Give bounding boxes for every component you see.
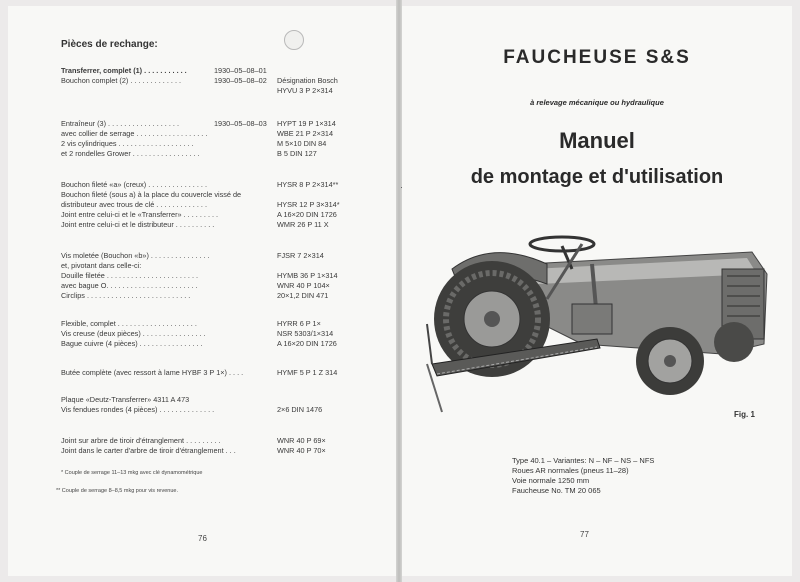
part-reference: WNR 40 P 69× bbox=[277, 436, 326, 445]
part-reference: A 16×20 DIN 1726 bbox=[277, 210, 337, 219]
part-label: Flexible, complet . . . . . . . . . . . . . . . . . . . . bbox=[61, 319, 197, 328]
part-label: avec collier de serrage . . . . . . . . . . . . . . . . . . bbox=[61, 129, 208, 138]
manual-title: Manuel bbox=[559, 128, 635, 153]
part-reference: WNR 40 P 70× bbox=[277, 446, 326, 455]
page-number-right: 77 bbox=[580, 530, 589, 539]
part-label: Butée complète (avec ressort à lame HYBF 3 P 1×) . . . . bbox=[61, 368, 244, 377]
spec-rear-wheels: Roues AR normales (pneus 11–28) bbox=[512, 466, 629, 475]
part-reference: HYVU 3 P 2×314 bbox=[277, 86, 333, 95]
part-label: 2 vis cylindriques . . . . . . . . . . . . . . . . . . . bbox=[61, 139, 194, 148]
part-label: et 2 rondelles Grower . . . . . . . . . . . . . . . . . bbox=[61, 149, 200, 158]
part-label: Vis creuse (deux pièces) . . . . . . . . . . . . . . . . bbox=[61, 329, 206, 338]
part-reference: M 5×10 DIN 84 bbox=[277, 139, 327, 148]
part-label: avec bague O. . . . . . . . . . . . . . . . . . . . . . . bbox=[61, 281, 198, 290]
part-label: Bague cuivre (4 pièces) . . . . . . . . . . . . . . . . bbox=[61, 339, 203, 348]
part-reference: WNR 40 P 104× bbox=[277, 281, 330, 290]
punch-hole bbox=[284, 30, 304, 50]
part-number: 1930–05–08–01 bbox=[214, 66, 267, 75]
part-reference: HYPT 19 P 1×314 bbox=[277, 119, 336, 128]
part-number: 1930–05–08–03 bbox=[214, 119, 267, 128]
part-reference: FJSR 7 2×314 bbox=[277, 251, 324, 260]
spec-track: Voie normale 1250 mm bbox=[512, 476, 590, 485]
part-reference: HYSR 12 P 3×314* bbox=[277, 200, 340, 209]
part-label: Bouchon fileté «a» (creux) . . . . . . . . . . . . . . . bbox=[61, 180, 207, 189]
part-label: Douille filetée . . . . . . . . . . . . . . . . . . . . . . . bbox=[61, 271, 199, 280]
left-page bbox=[8, 6, 396, 576]
part-reference: HYMB 36 P 1×314 bbox=[277, 271, 338, 280]
spec-mower-number: Faucheuse No. TM 20 065 bbox=[512, 486, 601, 495]
spec-type: Type 40.1 – Variantes: N – NF – NS – NFS bbox=[512, 456, 655, 465]
spare-parts-heading: Pièces de rechange: bbox=[61, 39, 158, 50]
part-reference: 20×1,2 DIN 471 bbox=[277, 291, 329, 300]
right-page bbox=[402, 6, 792, 576]
part-label: et, pivotant dans celle-ci: bbox=[61, 261, 142, 270]
part-label: Bouchon fileté (sous a) à la place du couvercle vissé de bbox=[61, 190, 242, 199]
figure-label: Fig. 1 bbox=[734, 410, 755, 419]
document-subtitle: à relevage mécanique ou hydraulique bbox=[530, 98, 664, 107]
part-label: Joint sur arbre de tiroir d'étranglement . . . . . . . . . bbox=[61, 436, 221, 445]
part-label: Plaque «Deutz-Transferrer» 4311 A 473 bbox=[61, 395, 190, 404]
document-title: FAUCHEUSE S&S bbox=[503, 47, 691, 68]
part-reference: HYSR 8 P 2×314** bbox=[277, 180, 339, 189]
part-reference: HYRR 6 P 1× bbox=[277, 319, 321, 328]
manual-subtitle: de montage et d'utilisation bbox=[470, 166, 724, 188]
part-label: Joint dans le carter d'arbre de tiroir d'étranglement . . . bbox=[61, 446, 236, 455]
footnote-single-star: * Couple de serrage 11–13 mkg avec clé dynamométrique bbox=[61, 470, 203, 476]
tractor-mower-illustration bbox=[422, 224, 774, 424]
part-reference: B 5 DIN 127 bbox=[277, 149, 317, 158]
footnote-double-star: ** Couple de serrage 8–8,5 mkg pour vis revenue. bbox=[56, 488, 178, 494]
part-reference: HYMF 5 P 1 Z 314 bbox=[277, 368, 338, 377]
part-label: distributeur avec trous de clé . . . . . . . . . . . . . bbox=[61, 200, 207, 209]
part-label: Circlips . . . . . . . . . . . . . . . . . . . . . . . . . . bbox=[61, 291, 191, 300]
part-reference: Désignation Bosch bbox=[277, 76, 338, 85]
part-label: Joint entre celui-ci et le distributeur . . . . . . . . . . bbox=[61, 220, 215, 229]
margin-mark: · bbox=[400, 182, 403, 192]
part-reference: WMR 26 P 11 X bbox=[277, 220, 329, 229]
part-label: Vis moletée (Bouchon «b») . . . . . . . . . . . . . . . bbox=[61, 251, 210, 260]
part-number: 1930–05–08–02 bbox=[214, 76, 267, 85]
part-label: Bouchon complet (2) . . . . . . . . . . . . . bbox=[61, 76, 182, 85]
part-label: Transferrer, complet (1) . . . . . . . . . . . bbox=[61, 66, 187, 75]
part-reference: NSR 5303/1×314 bbox=[277, 329, 334, 338]
part-reference: WBE 21 P 2×314 bbox=[277, 129, 334, 138]
page-number-left: 76 bbox=[198, 534, 207, 543]
part-label: Entraîneur (3) . . . . . . . . . . . . . . . . . . bbox=[61, 119, 180, 128]
part-label: Vis fendues rondes (4 pièces) . . . . . . . . . . . . . . bbox=[61, 405, 215, 414]
part-reference: 2×6 DIN 1476 bbox=[277, 405, 323, 414]
part-label: Joint entre celui-ci et le «Transferrer» . . . . . . . . . bbox=[61, 210, 219, 219]
part-reference: A 16×20 DIN 1726 bbox=[277, 339, 337, 348]
